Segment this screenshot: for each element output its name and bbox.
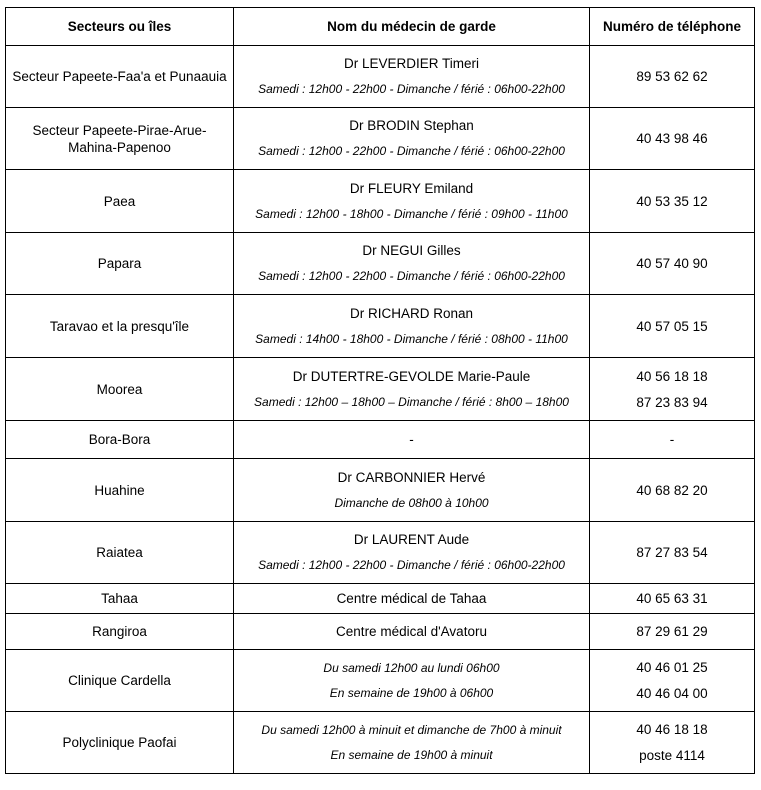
doctor-cell	[234, 233, 590, 295]
schedule-text: En semaine de 19h00 à 06h00	[329, 686, 494, 700]
phone-number: 87 23 83 94	[636, 394, 708, 410]
sector-cell: Secteur Papeete-Pirae-Arue-Mahina-Papenoo	[6, 108, 234, 170]
table-row	[6, 459, 755, 522]
phone-number: 40 65 63 31	[636, 591, 708, 606]
table-row	[6, 584, 755, 614]
phone-number: 40 57 05 15	[636, 318, 708, 334]
doctor-cell	[234, 584, 590, 614]
doctor-name: Dr DUTERTRE-GEVOLDE Marie-Paule	[292, 368, 531, 384]
phone-cell	[590, 522, 755, 584]
doctor-cell	[234, 459, 590, 522]
doctor-cell	[234, 522, 590, 584]
phone-cell	[590, 584, 755, 614]
header-phone: Numéro de téléphone	[590, 8, 755, 46]
schedule-text: Samedi : 12h00 - 22h00 - Dimanche / férié : 06h00-22h00	[258, 82, 565, 96]
doctor-cell	[234, 170, 590, 233]
sector-cell: Huahine	[6, 459, 234, 522]
schedule-text: Samedi : 12h00 - 22h00 - Dimanche / férié : 06h00-22h00	[258, 144, 565, 158]
phone-cell	[590, 614, 755, 650]
phone-number: 40 43 98 46	[636, 131, 708, 146]
phone-number: 40 56 18 18	[636, 368, 708, 384]
doctor-cell	[234, 712, 590, 774]
schedule-text: Du samedi 12h00 au lundi 06h00	[323, 661, 500, 675]
table-row	[6, 108, 755, 170]
phone-number: 40 46 04 00	[636, 686, 708, 701]
table-row	[6, 522, 755, 584]
header-sector: Secteurs ou îles	[6, 8, 234, 46]
table-header-row	[6, 8, 755, 46]
schedule-text: Samedi : 12h00 - 22h00 - Dimanche / férié : 06h00-22h00	[258, 269, 565, 283]
phone-number: 40 57 40 90	[636, 256, 708, 271]
doctor-name: Dr NEGUI Gilles	[362, 243, 461, 258]
table-row	[6, 421, 755, 459]
phone-cell	[590, 170, 755, 233]
doctor-name: Centre médical de Tahaa	[336, 590, 487, 606]
phone-cell	[590, 46, 755, 108]
schedule-text: Dimanche de 08h00 à 10h00	[334, 495, 489, 510]
sector-cell: Moorea	[6, 358, 234, 421]
phone-cell	[590, 358, 755, 421]
schedule-text: Samedi : 14h00 - 18h00 - Dimanche / férié : 08h00 - 11h00	[255, 331, 568, 346]
doctor-cell	[234, 295, 590, 358]
sector-cell: Rangiroa	[6, 614, 234, 650]
sector-cell: Papara	[6, 233, 234, 295]
phone-number: poste 4114	[639, 748, 705, 763]
schedule-text: En semaine de 19h00 à minuit	[330, 748, 493, 762]
table-row	[6, 650, 755, 712]
doctor-name: Dr LAURENT Aude	[353, 532, 470, 547]
doctor-name: Dr BRODIN Stephan	[349, 118, 474, 133]
sector-cell: Tahaa	[6, 584, 234, 614]
doctor-cell	[234, 358, 590, 421]
sector-cell: Raiatea	[6, 522, 234, 584]
doctor-cell	[234, 46, 590, 108]
on-call-doctors-table	[5, 7, 755, 774]
phone-cell	[590, 712, 755, 774]
doctor-cell	[234, 108, 590, 170]
table-row	[6, 614, 755, 650]
doctor-name: -	[409, 431, 414, 447]
sector-cell: Bora-Bora	[6, 421, 234, 459]
sector-cell: Clinique Cardella	[6, 650, 234, 712]
phone-number: 89 53 62 62	[636, 69, 708, 84]
phone-number: 40 46 18 18	[636, 722, 708, 737]
phone-cell	[590, 108, 755, 170]
doctor-cell	[234, 614, 590, 650]
schedule-text: Samedi : 12h00 - 18h00 - Dimanche / férié : 09h00 - 11h00	[255, 206, 568, 221]
phone-cell	[590, 233, 755, 295]
phone-cell	[590, 650, 755, 712]
phone-cell	[590, 295, 755, 358]
phone-cell	[590, 459, 755, 522]
table-row	[6, 712, 755, 774]
phone-cell	[590, 421, 755, 459]
doctor-name: Dr FLEURY Emiland	[349, 180, 474, 196]
header-doctor: Nom du médecin de garde	[234, 8, 590, 46]
sector-cell: Paea	[6, 170, 234, 233]
schedule-text: Samedi : 12h00 - 22h00 - Dimanche / férié : 06h00-22h00	[258, 558, 565, 572]
phone-number: 40 53 35 12	[636, 193, 708, 209]
table-row	[6, 358, 755, 421]
table-row	[6, 233, 755, 295]
schedule-text: Samedi : 12h00 – 18h00 – Dimanche / férié : 8h00 – 18h00	[254, 394, 569, 409]
doctor-cell	[234, 650, 590, 712]
phone-number: 87 29 61 29	[636, 624, 708, 639]
sector-cell: Polyclinique Paofai	[6, 712, 234, 774]
table-row	[6, 170, 755, 233]
doctor-name: Dr RICHARD Ronan	[349, 305, 474, 321]
phone-number: -	[669, 432, 675, 447]
schedule-text: Du samedi 12h00 à minuit et dimanche de 7h00 à minuit	[261, 723, 562, 737]
doctor-name: Dr LEVERDIER Timeri	[343, 56, 480, 71]
phone-number: 40 46 01 25	[636, 660, 708, 675]
table-row	[6, 46, 755, 108]
sector-cell: Secteur Papeete-Faa'a et Punaauia	[6, 46, 234, 108]
doctor-cell	[234, 421, 590, 459]
phone-number: 87 27 83 54	[636, 545, 708, 560]
doctor-name: Dr CARBONNIER Hervé	[337, 469, 486, 485]
phone-number: 40 68 82 20	[636, 482, 708, 498]
table-row	[6, 295, 755, 358]
doctor-name: Centre médical d'Avatoru	[336, 623, 487, 639]
sector-cell: Taravao et la presqu'île	[6, 295, 234, 358]
